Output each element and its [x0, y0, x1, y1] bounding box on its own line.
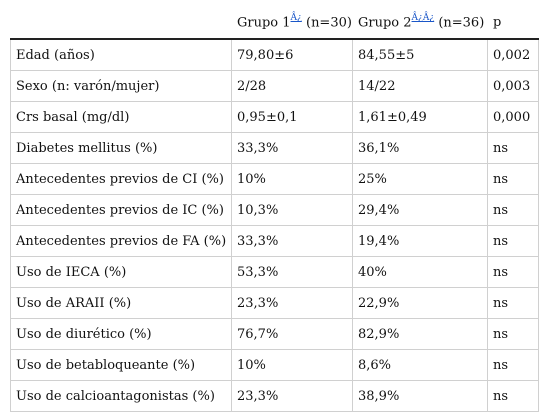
grupo-2-value-cell: 84,55±5	[353, 39, 488, 71]
footnote-link-1[interactable]: Â¿	[290, 13, 302, 24]
p-value-cell: ns	[488, 133, 539, 164]
p-value-cell: 0,003	[488, 71, 539, 102]
p-value-cell: ns	[488, 288, 539, 319]
header-cell-grupo-2	[353, 7, 488, 39]
grupo-1-value-cell: 33,3%	[232, 226, 353, 257]
table-row	[11, 350, 539, 381]
row-label-cell: Antecedentes previos de CI (%)	[11, 164, 232, 195]
grupo-1-value-cell: 23,3%	[232, 381, 353, 412]
grupo-2-value-cell: 25%	[353, 164, 488, 195]
table-row	[11, 257, 539, 288]
grupo-2-value-cell: 36,1%	[353, 133, 488, 164]
table-header	[11, 7, 539, 39]
footnote-ref-1	[291, 13, 302, 23]
header-cell-empty	[11, 7, 232, 39]
grupo-1-value-cell: 33,3%	[232, 133, 353, 164]
grupo-2-value-cell: 1,61±0,49	[353, 102, 488, 133]
table-row	[11, 133, 539, 164]
grupo-1-value-cell: 10%	[232, 350, 353, 381]
table-row	[11, 319, 539, 350]
grupo-1-value-cell: 53,3%	[232, 257, 353, 288]
grupo-2-value-cell: 22,9%	[353, 288, 488, 319]
header-cell-grupo-1	[232, 7, 353, 39]
row-label-cell: Diabetes mellitus (%)	[11, 133, 232, 164]
header-row	[11, 7, 539, 39]
row-label-cell: Antecedentes previos de IC (%)	[11, 195, 232, 226]
header-grupo-2-n: (n=36)	[434, 15, 485, 31]
table-row	[11, 102, 539, 133]
table-row	[11, 39, 539, 71]
grupo-2-value-cell: 8,6%	[353, 350, 488, 381]
p-value-cell: ns	[488, 350, 539, 381]
table-row	[11, 288, 539, 319]
footnote-link-2[interactable]: Â¿Â¿	[411, 13, 435, 24]
comparison-table	[10, 7, 539, 412]
p-value-cell: ns	[488, 319, 539, 350]
grupo-2-value-cell: 40%	[353, 257, 488, 288]
p-value-cell: 0,000	[488, 102, 539, 133]
grupo-1-value-cell: 0,95±0,1	[232, 102, 353, 133]
grupo-1-value-cell: 10%	[232, 164, 353, 195]
header-grupo-1-n: (n=30)	[301, 15, 352, 31]
footnote-ref-2	[412, 13, 435, 23]
grupo-1-value-cell: 76,7%	[232, 319, 353, 350]
row-label-cell: Uso de IECA (%)	[11, 257, 232, 288]
table-row	[11, 164, 539, 195]
row-label-cell: Crs basal (mg/dl)	[11, 102, 232, 133]
grupo-2-value-cell: 82,9%	[353, 319, 488, 350]
grupo-1-value-cell: 2/28	[232, 71, 353, 102]
grupo-2-value-cell: 29,4%	[353, 195, 488, 226]
header-grupo-1-label: Grupo 1	[237, 15, 291, 31]
p-value-cell: ns	[488, 257, 539, 288]
table-row	[11, 195, 539, 226]
row-label-cell: Uso de ARAII (%)	[11, 288, 232, 319]
row-label-cell: Uso de diurético (%)	[11, 319, 232, 350]
header-grupo-2-label: Grupo 2	[358, 15, 412, 31]
row-label-cell: Sexo (n: varón/mujer)	[11, 71, 232, 102]
header-cell-p: p	[488, 7, 539, 39]
row-label-cell: Edad (años)	[11, 39, 232, 71]
table-row	[11, 226, 539, 257]
p-value-cell: ns	[488, 381, 539, 412]
grupo-2-value-cell: 38,9%	[353, 381, 488, 412]
grupo-2-value-cell: 14/22	[353, 71, 488, 102]
grupo-1-value-cell: 10,3%	[232, 195, 353, 226]
grupo-2-value-cell: 19,4%	[353, 226, 488, 257]
row-label-cell: Antecedentes previos de FA (%)	[11, 226, 232, 257]
p-value-cell: ns	[488, 164, 539, 195]
table-body	[11, 39, 539, 412]
table-row	[11, 381, 539, 412]
p-value-cell: ns	[488, 226, 539, 257]
p-value-cell: 0,002	[488, 39, 539, 71]
grupo-1-value-cell: 23,3%	[232, 288, 353, 319]
p-value-cell: ns	[488, 195, 539, 226]
row-label-cell: Uso de calcioantagonistas (%)	[11, 381, 232, 412]
table-row	[11, 71, 539, 102]
grupo-1-value-cell: 79,80±6	[232, 39, 353, 71]
row-label-cell: Uso de betabloqueante (%)	[11, 350, 232, 381]
